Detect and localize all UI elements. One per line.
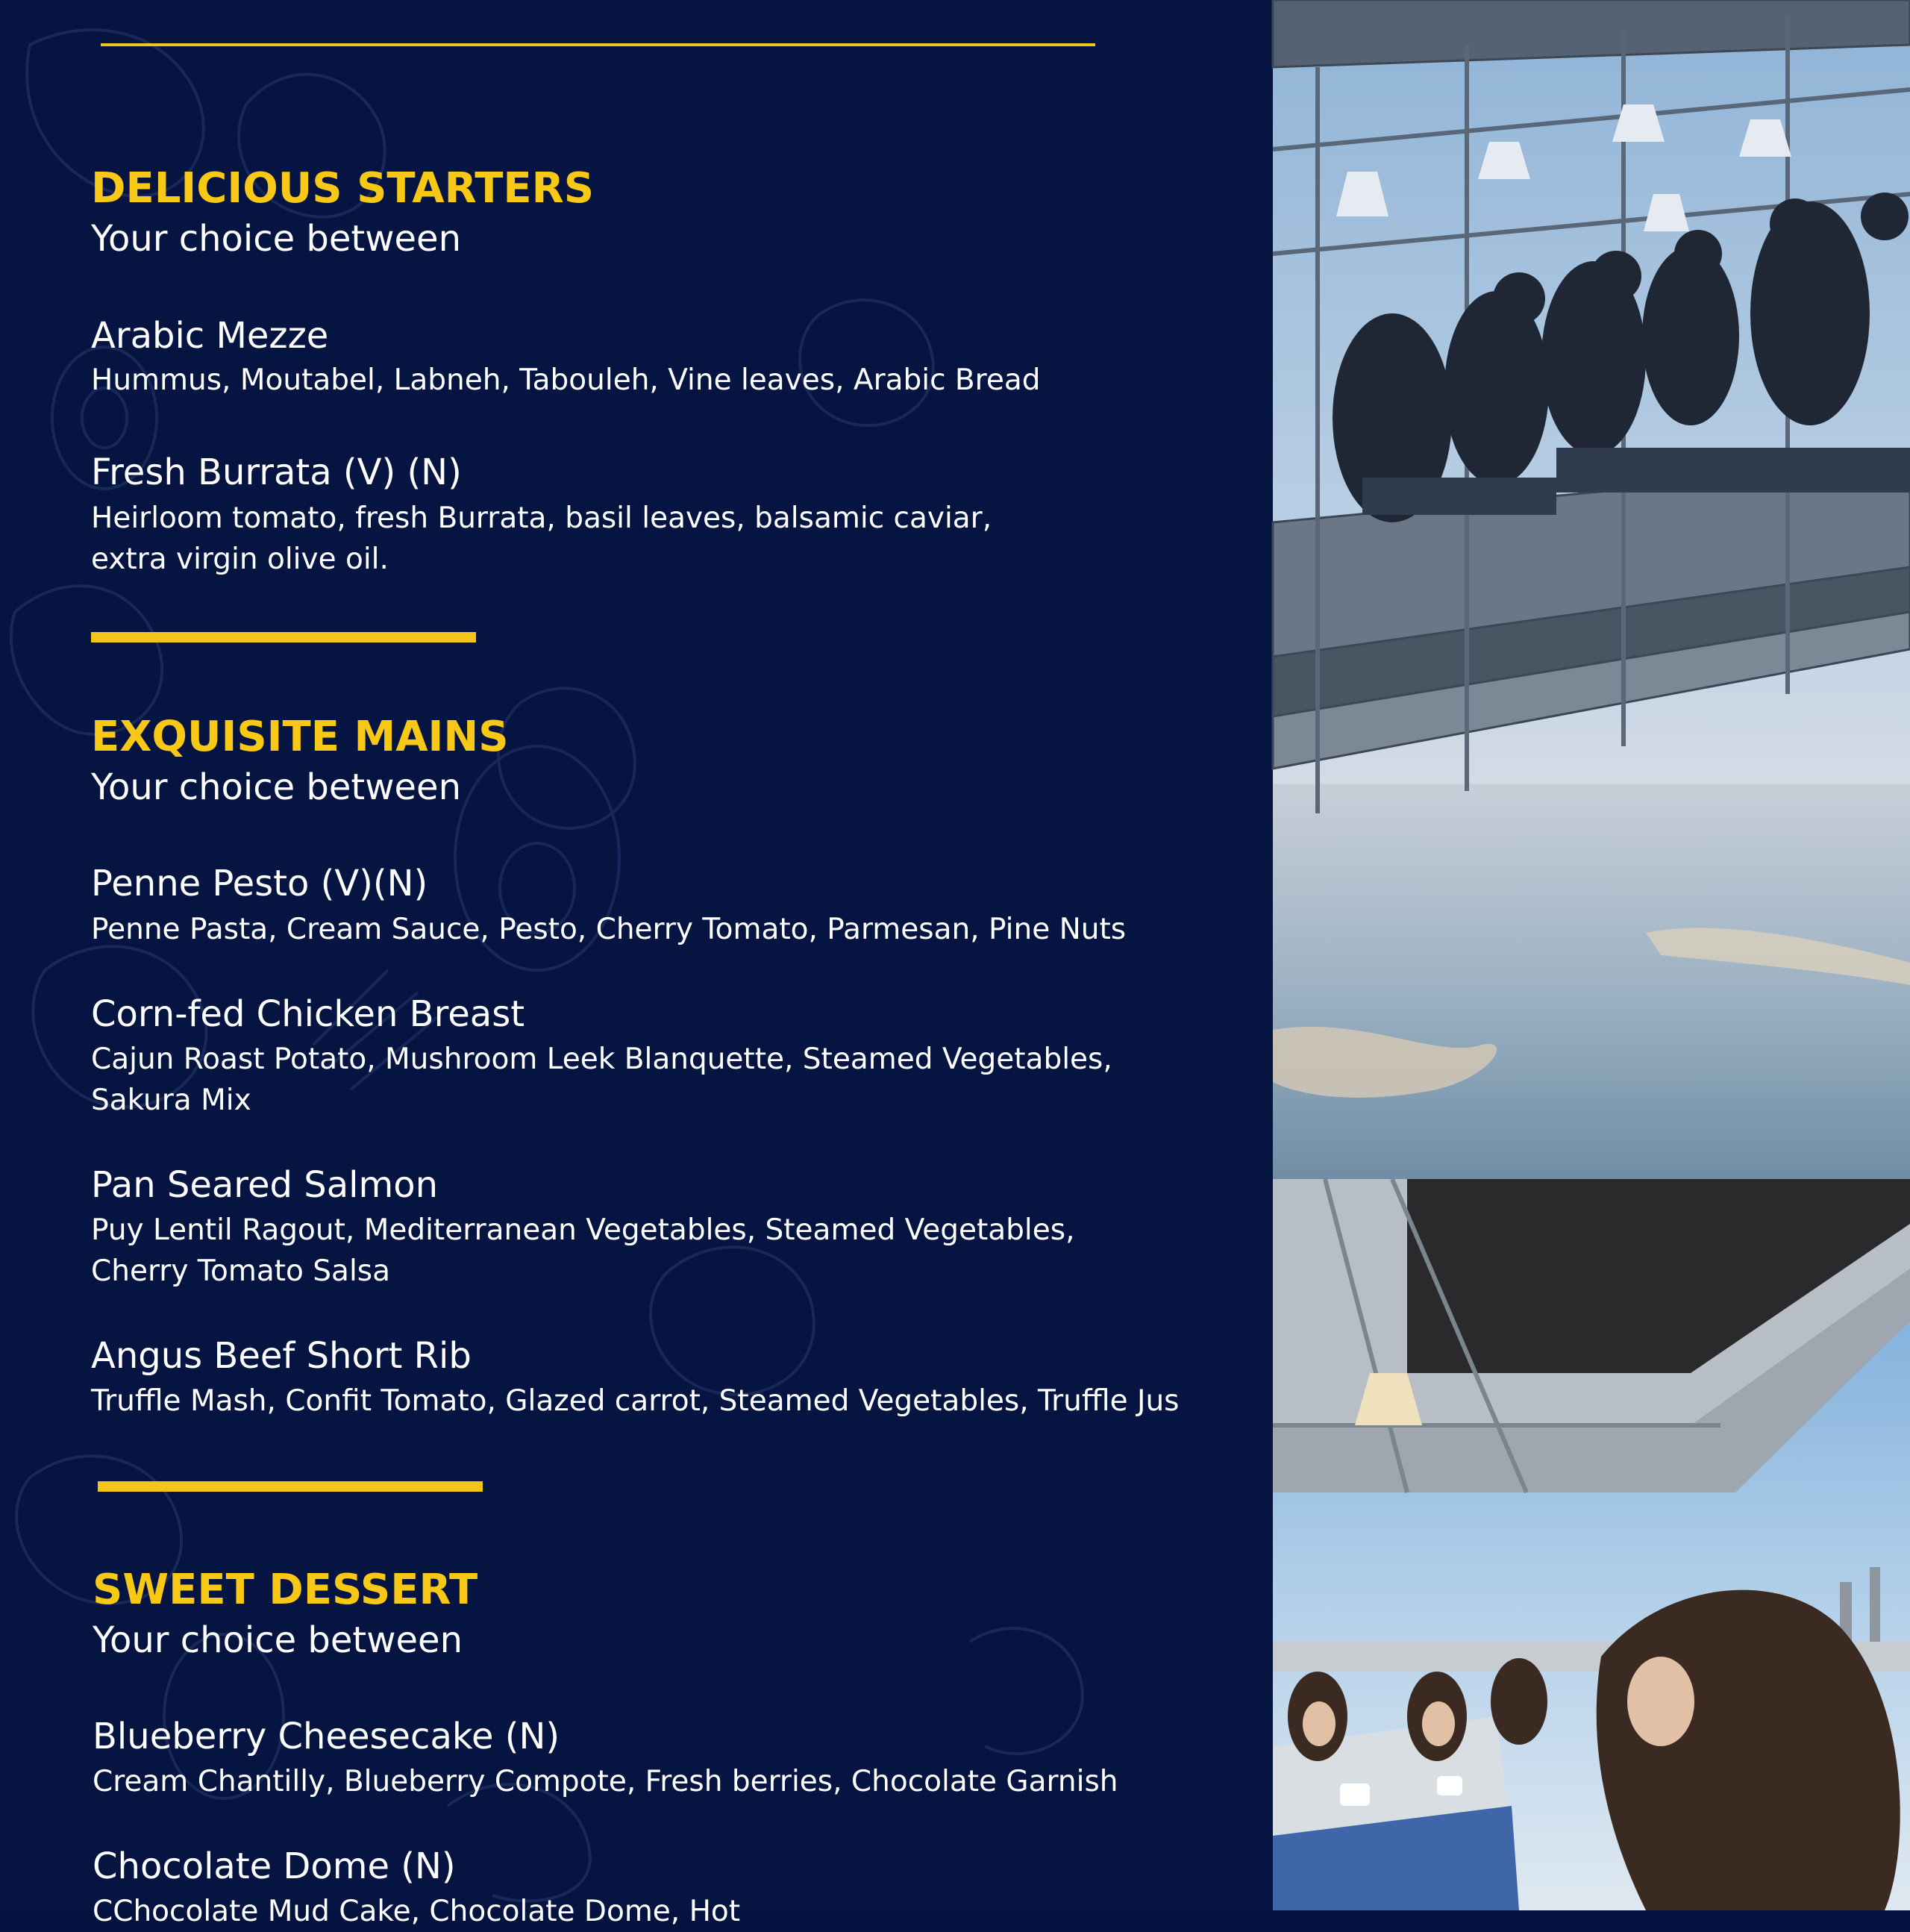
section-title-dessert: SWEET DESSERT: [93, 1566, 478, 1614]
photo-guests-at-table: [1273, 1179, 1910, 1910]
section-subtitle-starters: Your choice between: [91, 218, 461, 260]
menu-item-description-line2: Cherry Tomato Salsa: [91, 1254, 391, 1288]
photo-sky-dining-platform: [1273, 0, 1910, 1179]
menu-item-description: CChocolate Mud Cake, Chocolate Dome, Hot: [93, 1895, 741, 1928]
menu-item-description-line2: Sakura Mix: [91, 1084, 251, 1117]
menu-item-name: Blueberry Cheesecake (N): [93, 1716, 560, 1757]
menu-item-name: Pan Seared Salmon: [91, 1164, 438, 1206]
section-title-mains: EXQUISITE MAINS: [91, 713, 509, 761]
menu-item-description: Heirloom tomato, fresh Burrata, basil leaves, balsamic caviar,: [91, 501, 992, 535]
menu-item-description: Hummus, Moutabel, Labneh, Tabouleh, Vine leaves, Arabic Bread: [91, 363, 1041, 397]
menu-item-name: Chocolate Dome (N): [93, 1845, 456, 1887]
menu-item-description: Truffle Mash, Confit Tomato, Glazed carrot, Steamed Vegetables, Truffle Jus: [91, 1384, 1180, 1418]
menu-item-name: Penne Pesto (V)(N): [91, 863, 428, 904]
menu-item-name: Arabic Mezze: [91, 315, 329, 357]
menu-item-description: Cream Chantilly, Blueberry Compote, Fresh berries, Chocolate Garnish: [93, 1765, 1118, 1798]
menu-item-name: Fresh Burrata (V) (N): [91, 451, 462, 493]
menu-item-description: Puy Lentil Ragout, Mediterranean Vegetables, Steamed Vegetables,: [91, 1213, 1075, 1247]
menu-item-description-line2: extra virgin olive oil.: [91, 543, 389, 576]
menu-item-name: Angus Beef Short Rib: [91, 1335, 472, 1377]
menu-item-description: Cajun Roast Potato, Mushroom Leek Blanquette, Steamed Vegetables,: [91, 1042, 1112, 1076]
section-divider: [98, 1481, 483, 1492]
section-subtitle-dessert: Your choice between: [93, 1619, 463, 1661]
top-divider: [101, 43, 1095, 46]
menu-item-name: Corn-fed Chicken Breast: [91, 993, 525, 1035]
menu-item-description: Penne Pasta, Cream Sauce, Pesto, Cherry Tomato, Parmesan, Pine Nuts: [91, 913, 1127, 946]
section-title-starters: DELICIOUS STARTERS: [91, 164, 595, 213]
section-divider: [91, 632, 476, 643]
section-subtitle-mains: Your choice between: [91, 766, 461, 808]
